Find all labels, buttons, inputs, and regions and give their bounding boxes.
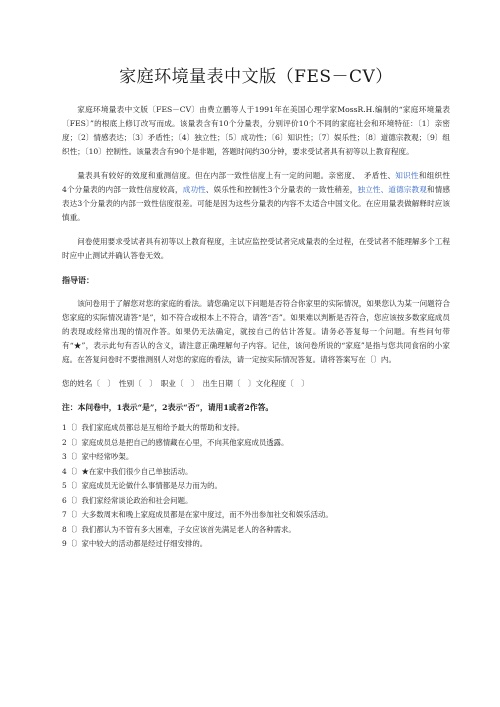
question-item: 6〔〕我们家经常谈论政治和社会问题。 [62, 495, 193, 505]
link-independence-morality[interactable]: 独立性、道德宗教观 [357, 185, 427, 194]
reliability-text-3: 、娱乐性和控制性3个分量表的一致性稍差， [205, 185, 358, 194]
spacer [62, 367, 450, 377]
guide-paragraph: 该问卷用于了解您对您的家庭的看法。请您确定以下问题是否符合你家里的实际情况，如果您认为某一问题符合您家庭的实际情况请答“是”，如不符合或根本上不符合，请答“否”。如果难以判断是否符合，您应该按多数家庭成员的表现或经常出现的情况作答。如果仍无法确定，就按自己的估计答复。请务必答复每一个问题。有些问句带有“★”，表示此句有否认的含义，请注意正确理解句子内容。记住，该问卷所说的“家庭”是指与您共同食宿的小家庭。在答复问卷时不要推测别人对您的家庭的看法，请一定按实际情况答复。请将答案写在〔〕内。 [62, 299, 450, 364]
spacer [62, 391, 450, 401]
answer-note: 注：本问卷中，1表示“是”，2表示“否”，请用1或者2作答。 [62, 403, 274, 412]
spacer [62, 159, 450, 169]
question-item: 3〔〕家中经常吵架。 [62, 452, 134, 461]
spacer [62, 263, 450, 273]
reliability-text-2: 和组织性 4个分量表的内部一致性信度较高， [62, 171, 458, 194]
question-item: 8〔〕我们都认为不管有多大困难，子女应该首先满足老人的各种需求。 [62, 524, 296, 534]
question-item: 4〔〕★在家中我们很少自己单独活动。 [62, 466, 193, 476]
reliability-text-4: 和情感表达3个分量表的内部一致性信度很差。可能是因为这些分量表的内容不太适合中国文化。在应用量表做解释时应该慎重。 [62, 185, 450, 222]
question-item: 5〔〕家庭成员无论做什么事情都是尽力而为的。 [62, 481, 222, 490]
respondent-info-line: 您的姓名〔 〕 性别〔 〕 职业〔 〕 出生日期〔 〕文化程度〔 〕 [62, 379, 309, 388]
link-knowledge[interactable]: 知识性 [395, 171, 419, 180]
spacer [62, 287, 450, 297]
question-list [62, 421, 450, 552]
question-item: 1〔〕我们家庭成员都总是互相给予最大的帮助和支持。 [62, 423, 245, 432]
link-achievement[interactable]: 成功性 [182, 185, 206, 194]
page-title: 家庭环境量表中文版（FES－CV） [119, 67, 393, 87]
intro-paragraph: 家庭环境量表中文版〔FES－CV〕由费立鹏等人于1991年在美国心理学家MossR.H.编制的“家庭环境量表〔FES〕”的根底上修订改写而成。该量表含有10个分量表，分别评价10个不同的家庭社会和环境特征：〔1〕亲密度；〔2〕情感表达；〔3〕矛盾性；〔4〕独立性；〔5〕成功性；〔6〕知识性；〔7〕娱乐性；〔8〕道德宗教观；〔9〕组织性；〔10〕控制性。该量表含有90个是非题，答题时间约30分钟，要求受试者具有初等以上教育程度。 [62, 105, 450, 156]
reliability-text-1: 量表具有较好的效度和重测信度。但在内部一致性信度上有一定的问题。亲密度、 矛盾性、 [77, 171, 396, 180]
question-item: 2〔〕家庭成员总是把自己的感情藏在心里，不向其他家庭成员透露。 [62, 437, 289, 447]
question-item: 9〔〕家中较大的活动都是经过仔细安排的。 [62, 539, 208, 548]
spacer [62, 225, 450, 235]
usage-paragraph: 问卷使用要求受试者具有初等以上教育程度，主试应监控受试者完成量表的全过程，在受试者不能理解多个工程时应中止测试并确认答卷无效。 [62, 237, 450, 260]
question-item: 7〔〕大多数周末和晚上家庭成员都是在家中度过，而不外出参加社交和娱乐活动。 [62, 510, 333, 519]
guide-heading: 指导语： [62, 275, 94, 285]
reliability-paragraph [62, 169, 458, 225]
